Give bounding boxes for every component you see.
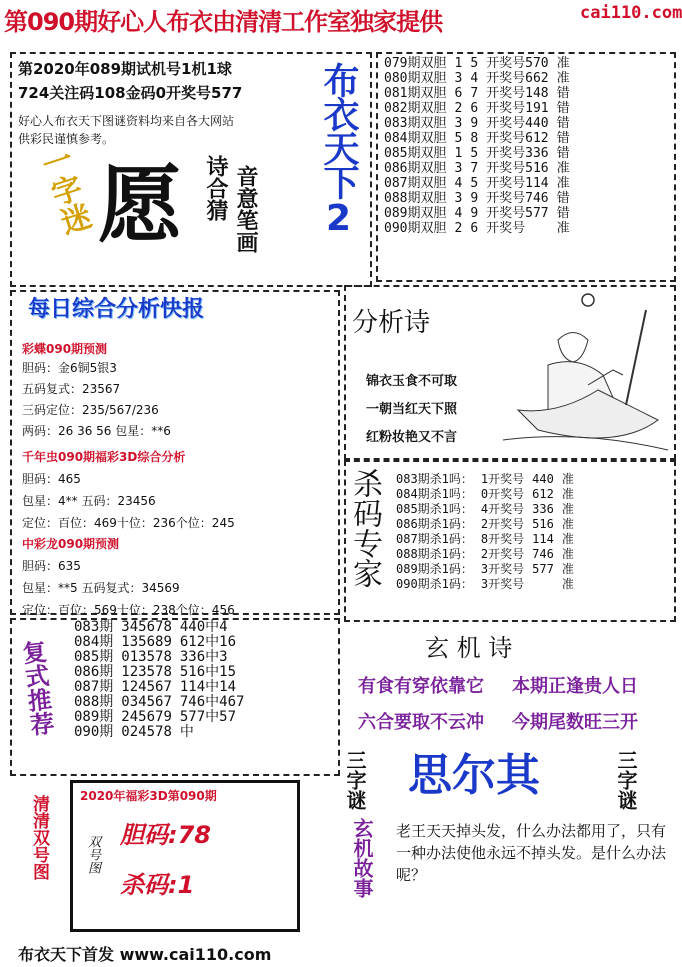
dan-b-cell: 7 [470,86,479,101]
issue-cell: 088期杀1码： [396,547,473,561]
daily-s3-line: 包星：**5 五码复式：34569 [22,581,180,595]
issue-cell: 082期双胆 [384,101,447,116]
issue-cell: 081期双胆 [384,86,447,101]
result-cell: 准 [561,502,574,516]
issue-cell: 087期 [74,679,114,695]
issue-cell: 089期双胆 [384,206,447,221]
prize-cell: 开奖号148 [486,86,549,101]
xuanji-line1a: 有食有穿依靠它 [358,676,484,697]
sanzi-label-right: 三字谜 [614,750,638,810]
riddle-big-char: 愿 [98,155,183,254]
moon-icon [582,294,594,306]
issue-cell: 088期 [74,694,114,710]
code-cell: 3开奖号 [480,577,525,591]
code-cell: 4开奖号 [480,502,525,516]
fushi-table [70,620,248,740]
dan-a-cell: 3 [454,116,463,131]
issue-cell: 087期杀1码： [396,532,473,546]
poem-line: 锦衣玉食不可取 [366,374,458,389]
daily-s2-line: 包星：4** 五码：23456 [22,494,156,508]
daily-s2-line: 胆码：465 [22,472,81,486]
daily-s1-line: 胆码：金6铜5银3 [22,361,117,375]
code-cell: 8开奖号 [480,532,525,546]
dan-a-cell: 2 [454,221,463,236]
code-cell: 2开奖号 [480,547,525,561]
table-row [380,56,574,71]
table-row [380,146,574,161]
prize-cell: 开奖号191 [486,101,549,116]
page-title: 第090期好心人布衣由清清工作室独家提供 [4,8,443,36]
xuanji-line2b: 今期尾数旺三开 [512,712,638,733]
prize-cell: 开奖号570 [486,56,549,71]
result-cell: 577中57 [179,709,237,725]
table-row [70,635,248,650]
table-row [392,502,578,517]
shuanghao-label: 清清双号图 [29,795,49,880]
prize-cell: 114 [532,532,554,546]
issue-cell: 085期 [74,649,114,665]
numbers-cell: 135689 [121,634,172,650]
result-cell: 错 [556,116,570,131]
prize-cell: 开奖号336 [486,146,549,161]
table-row [380,191,574,206]
result-cell: 准 [561,532,574,546]
result-cell: 准 [556,71,570,86]
site-domain: cai110.com [580,3,682,23]
result-cell: 准 [561,487,574,501]
table-row [380,71,574,86]
prize-cell [528,577,558,592]
issue-cell: 085期杀1吗： [396,502,473,516]
dan-a-cell: 3 [454,161,463,176]
numbers-cell: 124567 [121,679,172,695]
result-cell: 准 [561,577,574,591]
sanzi-label-left: 三字谜 [343,750,367,810]
result-cell: 错 [556,131,570,146]
dan-a-cell: 3 [454,71,463,86]
dan-a-cell: 4 [454,206,463,221]
prize-cell: 开奖号 [486,221,526,236]
table-row [380,101,574,116]
disclaimer-line: 好心人布衣天下图谜资料均来自各大网站 [18,114,235,128]
table-row [70,695,248,710]
result-cell: 错 [556,191,570,206]
prize-cell: 612 [532,487,554,501]
daily-s2-line: 定位：百位：469十位：236个位：245 [22,516,235,530]
table-row [380,176,574,191]
shuangdan-table [380,56,574,236]
table-row [392,487,578,502]
sanzi-answer: 思尔其 [408,750,540,801]
shuanghao-dan: 胆码:78 [120,821,211,849]
daily-s1-line: 五码复式：23567 [22,382,121,396]
table-row [70,620,248,635]
result-cell: 准 [556,176,570,191]
table-row [380,116,574,131]
table-row [392,532,578,547]
result-cell: 336中3 [179,649,228,665]
daily-s2-title: 千年虫090期福彩3D综合分析 [22,450,186,464]
prize-cell: 开奖号612 [486,131,549,146]
issue-cell: 084期杀1吗： [396,487,473,501]
daily-s1-line: 三码定位：235/567/236 [22,403,159,417]
xuanji-title: 玄 机 诗 [425,634,513,662]
shuanghao-side: 双号图 [85,835,100,874]
shuanghao-box-title: 2020年福彩3D第090期 [80,789,217,803]
numbers-cell: 345678 [121,619,172,635]
prize-cell: 746 [532,547,554,561]
daily-s3-line: 胆码：635 [22,559,81,573]
table-row [70,680,248,695]
numbers-cell: 034567 [121,694,172,710]
numbers-cell: 013578 [121,649,172,665]
issue-cell: 089期 [74,709,114,725]
riddle-hint-col2: 音意笔画 [233,165,258,253]
result-cell: 准 [561,517,574,531]
issue-cell: 089期杀1码： [396,562,473,576]
result-cell: 错 [556,101,570,116]
table-row [70,650,248,665]
dan-a-cell: 1 [454,56,463,71]
prize-cell: 开奖号577 [486,206,549,221]
code-cell: 2开奖号 [480,517,525,531]
xuanji-line2a: 六合要取不云冲 [358,712,484,733]
table-row [380,131,574,146]
issue-cell: 087期双胆 [384,176,447,191]
dan-b-cell: 5 [470,56,479,71]
shuanghao-sha: 杀码:1 [120,871,195,899]
poem-lines [366,368,457,452]
result-cell: 准 [561,472,574,486]
result-cell: 准 [556,221,570,236]
issue-cell: 080期双胆 [384,71,447,86]
story-text: 老王天天掉头发，什么办法都用了，只有一种办法使他永远不掉头发。是什么办法呢？ [396,822,667,884]
daily-s1-title: 彩蝶090期预测 [22,342,108,356]
dan-a-cell: 2 [454,101,463,116]
code-cell: 1开奖号 [480,472,525,486]
prize-cell: 336 [532,502,554,516]
result-cell: 中 [179,724,194,740]
issue-cell: 086期 [74,664,114,680]
dan-b-cell: 8 [470,131,479,146]
issue-cell: 090期杀1码： [396,577,473,591]
prize-cell: 440 [532,472,554,486]
daily-s3-title: 中彩龙090期预测 [22,537,120,551]
fushi-title: 复式推荐 [17,638,55,738]
dan-b-cell: 7 [470,161,479,176]
daily-s3-lines [22,555,235,621]
story-label: 玄机故事 [350,818,374,898]
result-cell: 错 [556,86,570,101]
numbers-cell: 024578 [121,724,172,740]
result-cell: 114中14 [179,679,237,695]
result-cell: 准 [561,562,574,576]
table-row [392,517,578,532]
xuanji-line1b: 本期正逢贵人日 [512,676,638,697]
prize-cell: 开奖号662 [486,71,549,86]
issue-cell: 085期双胆 [384,146,447,161]
poem-line: 红粉妆艳又不言 [366,430,458,445]
issue-cell: 088期双胆 [384,191,447,206]
disclaimer-line-2: 供彩民谨慎参考。 [18,132,115,146]
issue-cell: 090期双胆 [384,221,447,236]
result-cell: 746中467 [179,694,245,710]
dan-a-cell: 4 [454,176,463,191]
table-row [70,665,248,680]
issue-cell: 083期杀1吗： [396,472,473,486]
dan-a-cell: 3 [454,191,463,206]
table-row [70,710,248,725]
daily-s1-line: 两码：26 36 56 包星：**6 [22,424,171,438]
code-cell: 0开奖号 [480,487,525,501]
dan-a-cell: 1 [454,146,463,161]
issue-cell: 086期双胆 [384,161,447,176]
result-cell: 错 [556,206,570,221]
result-cell: 错 [556,146,570,161]
poem-title: 分析诗 [352,308,431,338]
table-row [392,472,578,487]
sage-illustration [498,290,674,458]
table-row [380,221,574,236]
issue-cell: 083期双胆 [384,116,447,131]
table-row [392,547,578,562]
footer-text: 布衣天下首发 www.cai110.com [18,945,272,964]
table-row [392,577,578,592]
issue-cell: 083期 [74,619,114,635]
result-cell: 612中16 [179,634,237,650]
issue-cell: 079期双胆 [384,56,447,71]
test-number-line: 第2020年089期试机号1机1球 [18,60,232,78]
dan-b-cell: 9 [470,191,479,206]
dan-b-cell: 9 [470,206,479,221]
prize-cell: 开奖号114 [486,176,549,191]
table-row [380,161,574,176]
riddle-label: 一字迷 [32,142,94,240]
table-row [70,725,248,740]
code-cell: 3开奖号 [480,562,525,576]
issue-cell: 086期杀1码： [396,517,473,531]
riddle-hint-col1: 诗合猜 [203,155,228,221]
dan-b-cell: 6 [470,221,479,236]
issue-cell: 090期 [74,724,114,740]
poem-line: 一朝当红天下照 [366,402,458,417]
table-row [380,86,574,101]
prize-cell: 开奖号746 [486,191,549,206]
dan-b-cell: 5 [470,146,479,161]
kill-title: 杀码专家 [347,468,382,588]
result-cell: 准 [556,161,570,176]
issue-cell: 084期 [74,634,114,650]
dan-b-cell: 5 [470,176,479,191]
issue-cell: 084期双胆 [384,131,447,146]
daily-s3-line: 定位：百位：569十位：238个位：456 [22,603,235,617]
result-cell: 440中4 [179,619,228,635]
daily-s1-lines [22,358,171,442]
result-cell: 516中15 [179,664,237,680]
numbers-cell: 123578 [121,664,172,680]
result-cell: 准 [561,547,574,561]
numbers-cell: 245679 [121,709,172,725]
dan-b-cell: 6 [470,101,479,116]
focus-code-line: 724关注码108金码0开奖号577 [18,84,243,102]
brand-vertical: 布衣天下2 [318,62,359,237]
dan-a-cell: 6 [454,86,463,101]
table-row [392,562,578,577]
dan-a-cell: 5 [454,131,463,146]
kill-table [392,472,578,592]
prize-cell: 开奖号516 [486,161,549,176]
daily-s2-lines [22,468,235,534]
prize-cell: 577 [532,562,554,576]
dan-b-cell: 4 [470,71,479,86]
daily-title: 每日综合分析快报 [28,297,205,322]
result-cell: 准 [556,56,570,71]
prize-cell: 516 [532,517,554,531]
table-row [380,206,574,221]
dan-b-cell: 9 [470,116,479,131]
prize-cell: 开奖号440 [486,116,549,131]
